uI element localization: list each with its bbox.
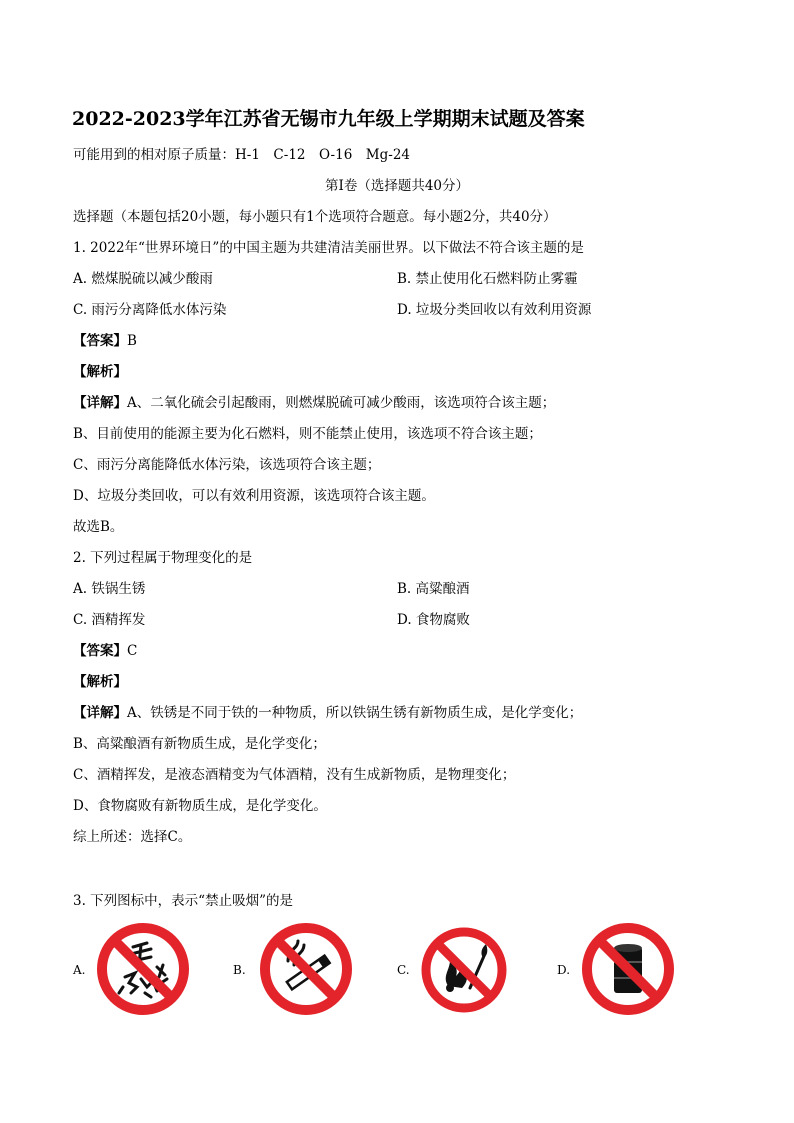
q2-analysis-tag: 【解析】 xyxy=(73,674,127,690)
q3-stem: 3. 下列图标中，表示“禁止吸烟”的是 xyxy=(73,893,293,909)
q2-detail-a: A、铁锈是不同于铁的一种物质，所以铁锅生锈有新物质生成，是化学变化； xyxy=(127,705,583,721)
atomic-mass-line: 可能用到的相对原子质量：H-1 C-12 O-16 Mg-24 xyxy=(73,147,410,163)
q1-answer: B xyxy=(127,333,137,349)
q2-conclusion: 综上所述：选择C。 xyxy=(73,829,192,845)
q1-option-c: C. 雨污分离降低水体污染 xyxy=(73,302,227,318)
q2-detail-a-line xyxy=(73,704,582,722)
q2-option-c: C. 酒精挥发 xyxy=(73,612,146,628)
instructions: 选择题（本题包括20小题，每小题只有1个选项符合题意。每小题2分，共40分） xyxy=(73,209,557,225)
no-oil-drum-icon xyxy=(580,921,676,1021)
q2-option-a: A. 铁锅生锈 xyxy=(73,581,146,597)
no-smoking-icon xyxy=(258,921,354,1021)
q1-detail-a: A、二氧化硫会引起酸雨，则燃煤脱硫可减少酸雨，该选项符合该主题； xyxy=(127,395,556,411)
q1-detail-c: C、雨污分离能降低水体污染，该选项符合该主题； xyxy=(73,457,381,473)
q1-detail-d: D、垃圾分类回收，可以有效利用资源，该选项符合该主题。 xyxy=(73,488,435,504)
document-title: 2022-2023学年江苏省无锡市九年级上学期期末试题及答案 xyxy=(72,108,585,130)
q3-label-b: B. xyxy=(233,963,246,977)
q2-stem: 2. 下列过程属于物理变化的是 xyxy=(73,550,253,566)
q3-label-c: C. xyxy=(397,963,410,977)
q2-detail-tag: 【详解】 xyxy=(73,705,127,721)
q1-detail-tag: 【详解】 xyxy=(73,395,127,411)
q1-stem: 1. 2022年“世界环境日”的中国主题为共建清洁美丽世界。以下做法不符合该主题的是 xyxy=(73,240,584,256)
q2-answer-line xyxy=(73,642,137,660)
q2-option-b: B. 高粱酿酒 xyxy=(397,581,470,597)
q1-answer-tag: 【答案】 xyxy=(73,333,127,349)
q2-detail-d: D、食物腐败有新物质生成，是化学变化。 xyxy=(73,798,327,814)
q1-answer-line xyxy=(73,332,137,350)
q2-detail-b: B、高粱酿酒有新物质生成，是化学变化； xyxy=(73,736,326,752)
q3-label-a: A. xyxy=(73,963,86,977)
section-title: 第Ⅰ卷（选择题共40分） xyxy=(324,178,469,194)
q1-detail-a-line xyxy=(73,394,555,412)
q2-option-d: D. 食物腐败 xyxy=(397,612,470,628)
q2-answer: C xyxy=(127,643,138,659)
q1-option-b: B. 禁止使用化石燃料防止雾霾 xyxy=(397,271,578,287)
q1-analysis-tag: 【解析】 xyxy=(73,364,127,380)
q1-option-d: D. 垃圾分类回收以有效利用资源 xyxy=(397,302,592,318)
q3-label-d: D. xyxy=(557,963,571,977)
q1-conclusion: 故选B。 xyxy=(73,519,124,535)
q1-option-a: A. 燃煤脱硫以减少酸雨 xyxy=(73,271,213,287)
q1-detail-b: B、目前使用的能源主要为化石燃料，则不能禁止使用，该选项不符合该主题； xyxy=(73,426,542,442)
q2-detail-c: C、酒精挥发，是液态酒精变为气体酒精，没有生成新物质，是物理变化； xyxy=(73,767,516,783)
q2-answer-tag: 【答案】 xyxy=(73,643,127,659)
no-fireworks-icon xyxy=(95,921,191,1021)
no-open-flame-icon xyxy=(420,926,508,1018)
